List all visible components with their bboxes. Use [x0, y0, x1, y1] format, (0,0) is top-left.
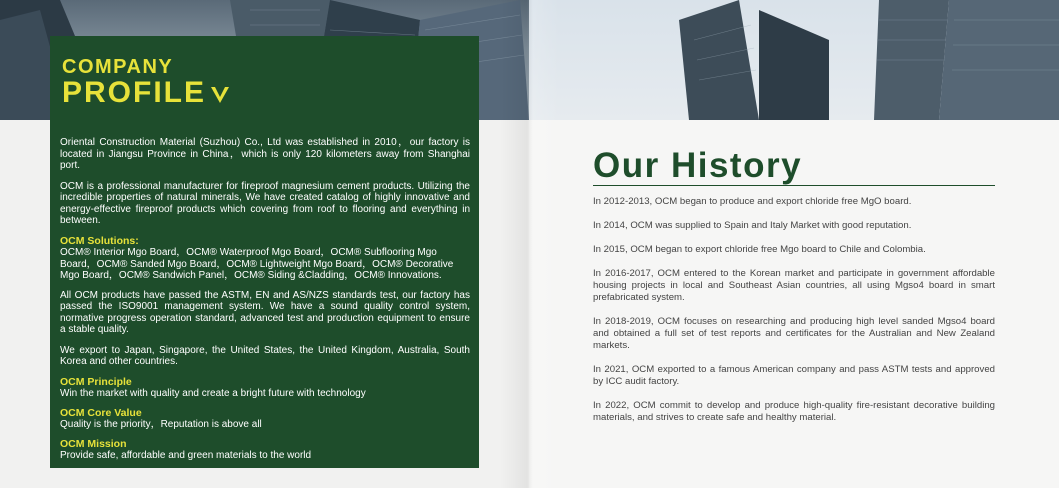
left-page: [0, 0, 529, 488]
mission-heading: OCM Mission: [60, 437, 127, 450]
export-paragraph: We export to Japan, Singapore, the United States, the United Kingdom, Australia, South Korea and other countries.: [60, 344, 470, 367]
principle-text: Win the market with quality and create a bright future with technology: [60, 388, 366, 399]
core-value-text: Quality is the priority，Reputation is above all: [60, 419, 262, 430]
principle-heading: OCM Principle: [60, 375, 132, 388]
history-item: In 2015, OCM began to export chloride free Mgo board to Chile and Colombia.: [593, 244, 926, 255]
solutions-heading: OCM Solutions:: [60, 234, 139, 247]
history-item: In 2014, OCM was supplied to Spain and Italy Market with good reputation.: [593, 220, 912, 231]
company-profile-title: [62, 56, 230, 108]
history-item: In 2016-2017, OCM entered to the Korean market and participate in government affordable housing projects in local and Southeast Asian countries, all using Mgso4 board in smart prefabricated system.: [593, 268, 995, 303]
title-line-2: PROFILE: [62, 78, 230, 108]
core-value-section: [60, 408, 470, 431]
mission-text: Provide safe, affordable and green materials to the world: [60, 450, 312, 461]
history-divider: [593, 185, 995, 186]
skyscraper-photo-right: [529, 0, 1059, 120]
history-item: In 2012-2013, OCM began to produce and export chloride free MgO board.: [593, 196, 912, 207]
history-item: In 2022, OCM commit to develop and produce high-quality fire-resistant decorative building materials, and strives to create safe and healthy material.: [593, 400, 995, 423]
solutions-section: [60, 236, 470, 282]
buildings-illustration-right: [529, 0, 1059, 120]
page-fold-shadow: [500, 0, 560, 488]
right-page: [529, 0, 1059, 488]
profile-body: [60, 137, 470, 470]
company-profile-panel: [50, 36, 479, 468]
about-paragraph: OCM is a professional manufacturer for fireproof magnesium cement products. Utilizing the incredible properties of natural minerals, We have created catalog of highly innovative and energy-effective fireproof products which covering from roof to flooring and everything in between.: [60, 180, 470, 226]
history-item: In 2018-2019, OCM focuses on researching and producing high level sanded Mgso4 board and obtained a full set of test reports and certificates for the Australian and New Zealand markets.: [593, 316, 995, 351]
title-line-1: COMPANY: [62, 56, 174, 78]
intro-paragraph: Oriental Construction Material (Suzhou) Co., Ltd was established in 2010，our factory is located in Jiangsu Province in China，which is only 120 kilometers away from Shanghai port.: [60, 137, 470, 171]
core-value-heading: OCM Core Value: [60, 406, 142, 419]
standards-paragraph: All OCM products have passed the ASTM, EN and AS/NZS standards test, our factory has passed the ISO9001 management system. We have a sound quality control system, normative progress operation standard, advanced test and production equipment to ensure a stable quality.: [60, 289, 470, 335]
history-item: In 2021, OCM exported to a famous American company and pass ASTM tests and approved by ICC audit factory.: [593, 364, 995, 387]
solutions-text: OCM® Interior Mgo Board，OCM® Waterproof Mgo Board，OCM® Subflooring Mgo Board，OCM® Sanded Mgo Board，OCM® Lightweight Mgo Board，OCM® Decorative Mgo Board，OCM® Sandwich Panel，OCM® Siding &Cladding，OCM® Innovations.: [60, 247, 454, 281]
mission-section: [60, 439, 470, 462]
history-title: Our History: [593, 146, 803, 185]
principle-section: [60, 377, 470, 400]
v-logo-icon: [210, 84, 230, 104]
history-list: [593, 196, 995, 436]
